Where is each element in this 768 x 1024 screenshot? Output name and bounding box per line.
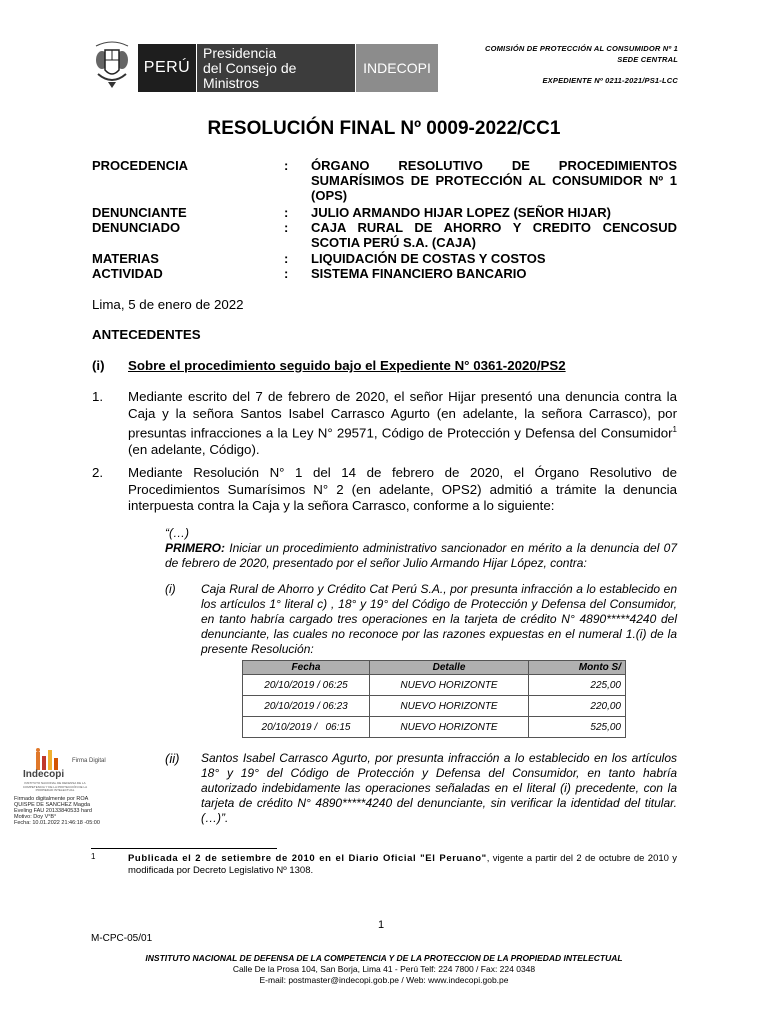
table-cell: 20/10/2019 / 06:15 — [243, 717, 370, 738]
resolution-title: RESOLUCIÓN FINAL Nº 0009-2022/CC1 — [207, 118, 561, 139]
commission-name: COMISIÓN DE PROTECCIÓN AL CONSUMIDOR Nº 1 — [484, 44, 678, 53]
meta-colon: : — [284, 251, 289, 266]
meta-colon: : — [284, 158, 289, 173]
quote-item-number: (ii) — [165, 751, 180, 766]
pcm-line-1: Presidencia — [203, 44, 277, 61]
footer-address: Calle De la Prosa 104, San Borja, Lima 41 - Perú Telf: 224 7800 / Fax: 224 0348 — [232, 964, 536, 974]
meta-label: ACTIVIDAD — [92, 266, 163, 281]
primero-label: PRIMERO: — [165, 541, 225, 555]
quote-item-1: Caja Rural de Ahorro y Crédito Cat Perú S.A., por presunta infracción a lo establecido en los artículos 1° literal c) , 18° y 19° del Código de Protección y Defensa del Consumidor, en tanto habría cargado tres operaciones en la tarjeta de crédito N° 4890*****4240 del denunciante, las cuales no reconoce por las razones expuestas en el numeral 1.(i) de la presente Resolución: — [201, 582, 677, 656]
quote-item-2: Santos Isabel Carrasco Agurto, por presunta infracción a lo establecido en los artículos 18° y 19° del Código de Protección y Defensa del Consumidor, en tanto habría autorizado indebidamente las operaciones señaladas en el literal (i) precedente, con la tarjeta de crédito N° 4890*****4240 del denunciante, sin verificar la identidad del titular. (…)”. — [201, 751, 677, 825]
quote-open: “(…) — [165, 526, 189, 540]
date-line: Lima, 5 de enero de 2022 — [92, 297, 244, 312]
pcm-logo — [197, 44, 355, 92]
quote-primero — [165, 541, 677, 571]
peru-logo-text: PERÚ — [143, 59, 191, 76]
paragraph-2: Mediante Resolución N° 1 del 14 de febrero de 2020, el Órgano Resolutivo de Procedimientos Sumarísimos N° 2 (en adelante, OPS2) admitió a trámite la denuncia interpuesta contra la Caja y la señora Carrasco, conforme a lo siguiente: — [128, 465, 677, 513]
meta-value: CAJA RURAL DE AHORRO Y CREDITO CENCOSUD SCOTIA PERÚ S.A. (CAJA) — [311, 220, 677, 250]
footnote-bold: Publicada el 2 de setiembre de 2010 en el Diario Oficial "El Peruano" — [128, 853, 487, 864]
page-number: 1 — [378, 919, 385, 931]
paragraph-1-text: Mediante escrito del 7 de febrero de 2020, el señor Hijar presentó una denuncia contra la Caja y la señora Santos Isabel Carrasco Agurto (en adelante, la señora Carrasco), por presuntas infracciones a la Ley N° 29571, Código de Protección y Defensa del Consumidor — [128, 389, 677, 441]
table-cell: NUEVO HORIZONTE — [370, 675, 529, 696]
expediente-number: EXPEDIENTE Nº 0211-2021/PS1-LCC — [542, 76, 678, 85]
table-cell: 225,00 — [529, 675, 626, 696]
footer-email[interactable]: E-mail: postmaster@indecopi.gob.pe / Web: www.indecopi.gob.pe — [259, 975, 509, 985]
paragraph-number: 1. — [92, 389, 104, 404]
signature-line: Fecha: 10.01.2022 21:46:18 -05:00 — [14, 820, 100, 826]
meta-colon: : — [284, 205, 289, 220]
table-header-row — [243, 661, 626, 675]
signature-logo-text: Indecopi — [23, 769, 65, 780]
signature-line: Eveling FAU 20133840533 hard — [14, 808, 92, 814]
footer-institute: INSTITUTO NACIONAL DE DEFENSA DE LA COMPETENCIA Y DE LA PROTECCION DE LA PROPIEDAD INTELECTUAL — [145, 953, 623, 963]
signature-line: QUISPE DE SANCHEZ Magda — [14, 802, 91, 808]
column-header: Detalle — [370, 661, 529, 675]
paragraph-1-text-end: (en adelante, Código). — [128, 441, 260, 457]
table-row — [243, 675, 626, 696]
footnote-number: 1 — [91, 852, 96, 861]
table-cell: 220,00 — [529, 696, 626, 717]
meta-value: JULIO ARMANDO HIJAR LOPEZ (SEÑOR HIJAR) — [311, 205, 611, 220]
commission-seat: SEDE CENTRAL — [617, 55, 678, 64]
signature-line: Motivo: Doy V°B° — [14, 814, 57, 820]
table-cell: NUEVO HORIZONTE — [370, 696, 529, 717]
meta-label: PROCEDENCIA — [92, 158, 189, 173]
indecopi-logo — [356, 44, 438, 92]
paragraph-1 — [128, 389, 677, 458]
primero-text: Iniciar un procedimiento administrativo sancionador en mérito a la denuncia del 07 de febrero de 2020, presentado por el señor Julio Armando Hijar López, contra: — [165, 541, 677, 570]
firma-digital-label: Firma Digital — [72, 758, 106, 764]
transactions-table — [242, 660, 626, 738]
footnote-divider — [91, 848, 277, 849]
table-cell: 20/10/2019 / 06:23 — [243, 696, 370, 717]
table-cell: 525,00 — [529, 717, 626, 738]
meta-label: DENUNCIANTE — [92, 205, 187, 220]
indecopi-logo-text: INDECOPI — [363, 60, 431, 76]
form-code: M-CPC-05/01 — [91, 933, 153, 944]
table-row — [243, 717, 626, 738]
institute-small-text: INSTITUTO NACIONAL DE DEFENSA DE LA COMPETENCIA Y DE LA PROTECCIÓN DE LA PROPIEDAD INTELECTUAL — [22, 781, 88, 792]
quote-item-number: (i) — [165, 582, 176, 596]
subsection-title: Sobre el procedimiento seguido bajo el Expediente N° 0361-2020/PS2 — [128, 358, 566, 373]
meta-value: ÓRGANO RESOLUTIVO DE PROCEDIMIENTOS SUMARÍSIMOS DE PROTECCIÓN AL CONSUMIDOR Nº 1 (OPS) — [311, 158, 677, 203]
table-cell: 20/10/2019 / 06:25 — [243, 675, 370, 696]
peru-logo — [138, 44, 196, 92]
paragraph-number: 2. — [92, 465, 104, 480]
meta-value: SISTEMA FINANCIERO BANCARIO — [311, 266, 527, 281]
footnote-rest: , vigente a partir del 2 de octubre de 2010 y modificada por Decreto Legislativo Nº 1308. — [128, 853, 678, 876]
peru-coat-of-arms-icon — [88, 40, 136, 90]
meta-label: MATERIAS — [92, 251, 159, 266]
footnote-ref[interactable]: 1 — [672, 425, 677, 434]
section-heading: ANTECEDENTES — [92, 327, 201, 342]
meta-colon: : — [284, 220, 289, 235]
column-header: Fecha — [243, 661, 370, 675]
pcm-line-2: del Consejo de Ministros — [203, 59, 297, 91]
footnote-text — [128, 853, 677, 877]
signature-line: Firmado digitalmente por ROA — [14, 796, 89, 802]
column-header: Monto S/ — [529, 661, 626, 675]
table-row — [243, 696, 626, 717]
meta-label: DENUNCIADO — [92, 220, 181, 235]
meta-colon: : — [284, 266, 289, 281]
meta-value: LIQUIDACIÓN DE COSTAS Y COSTOS — [311, 251, 546, 266]
subsection-number: (i) — [92, 358, 105, 373]
table-cell: NUEVO HORIZONTE — [370, 717, 529, 738]
